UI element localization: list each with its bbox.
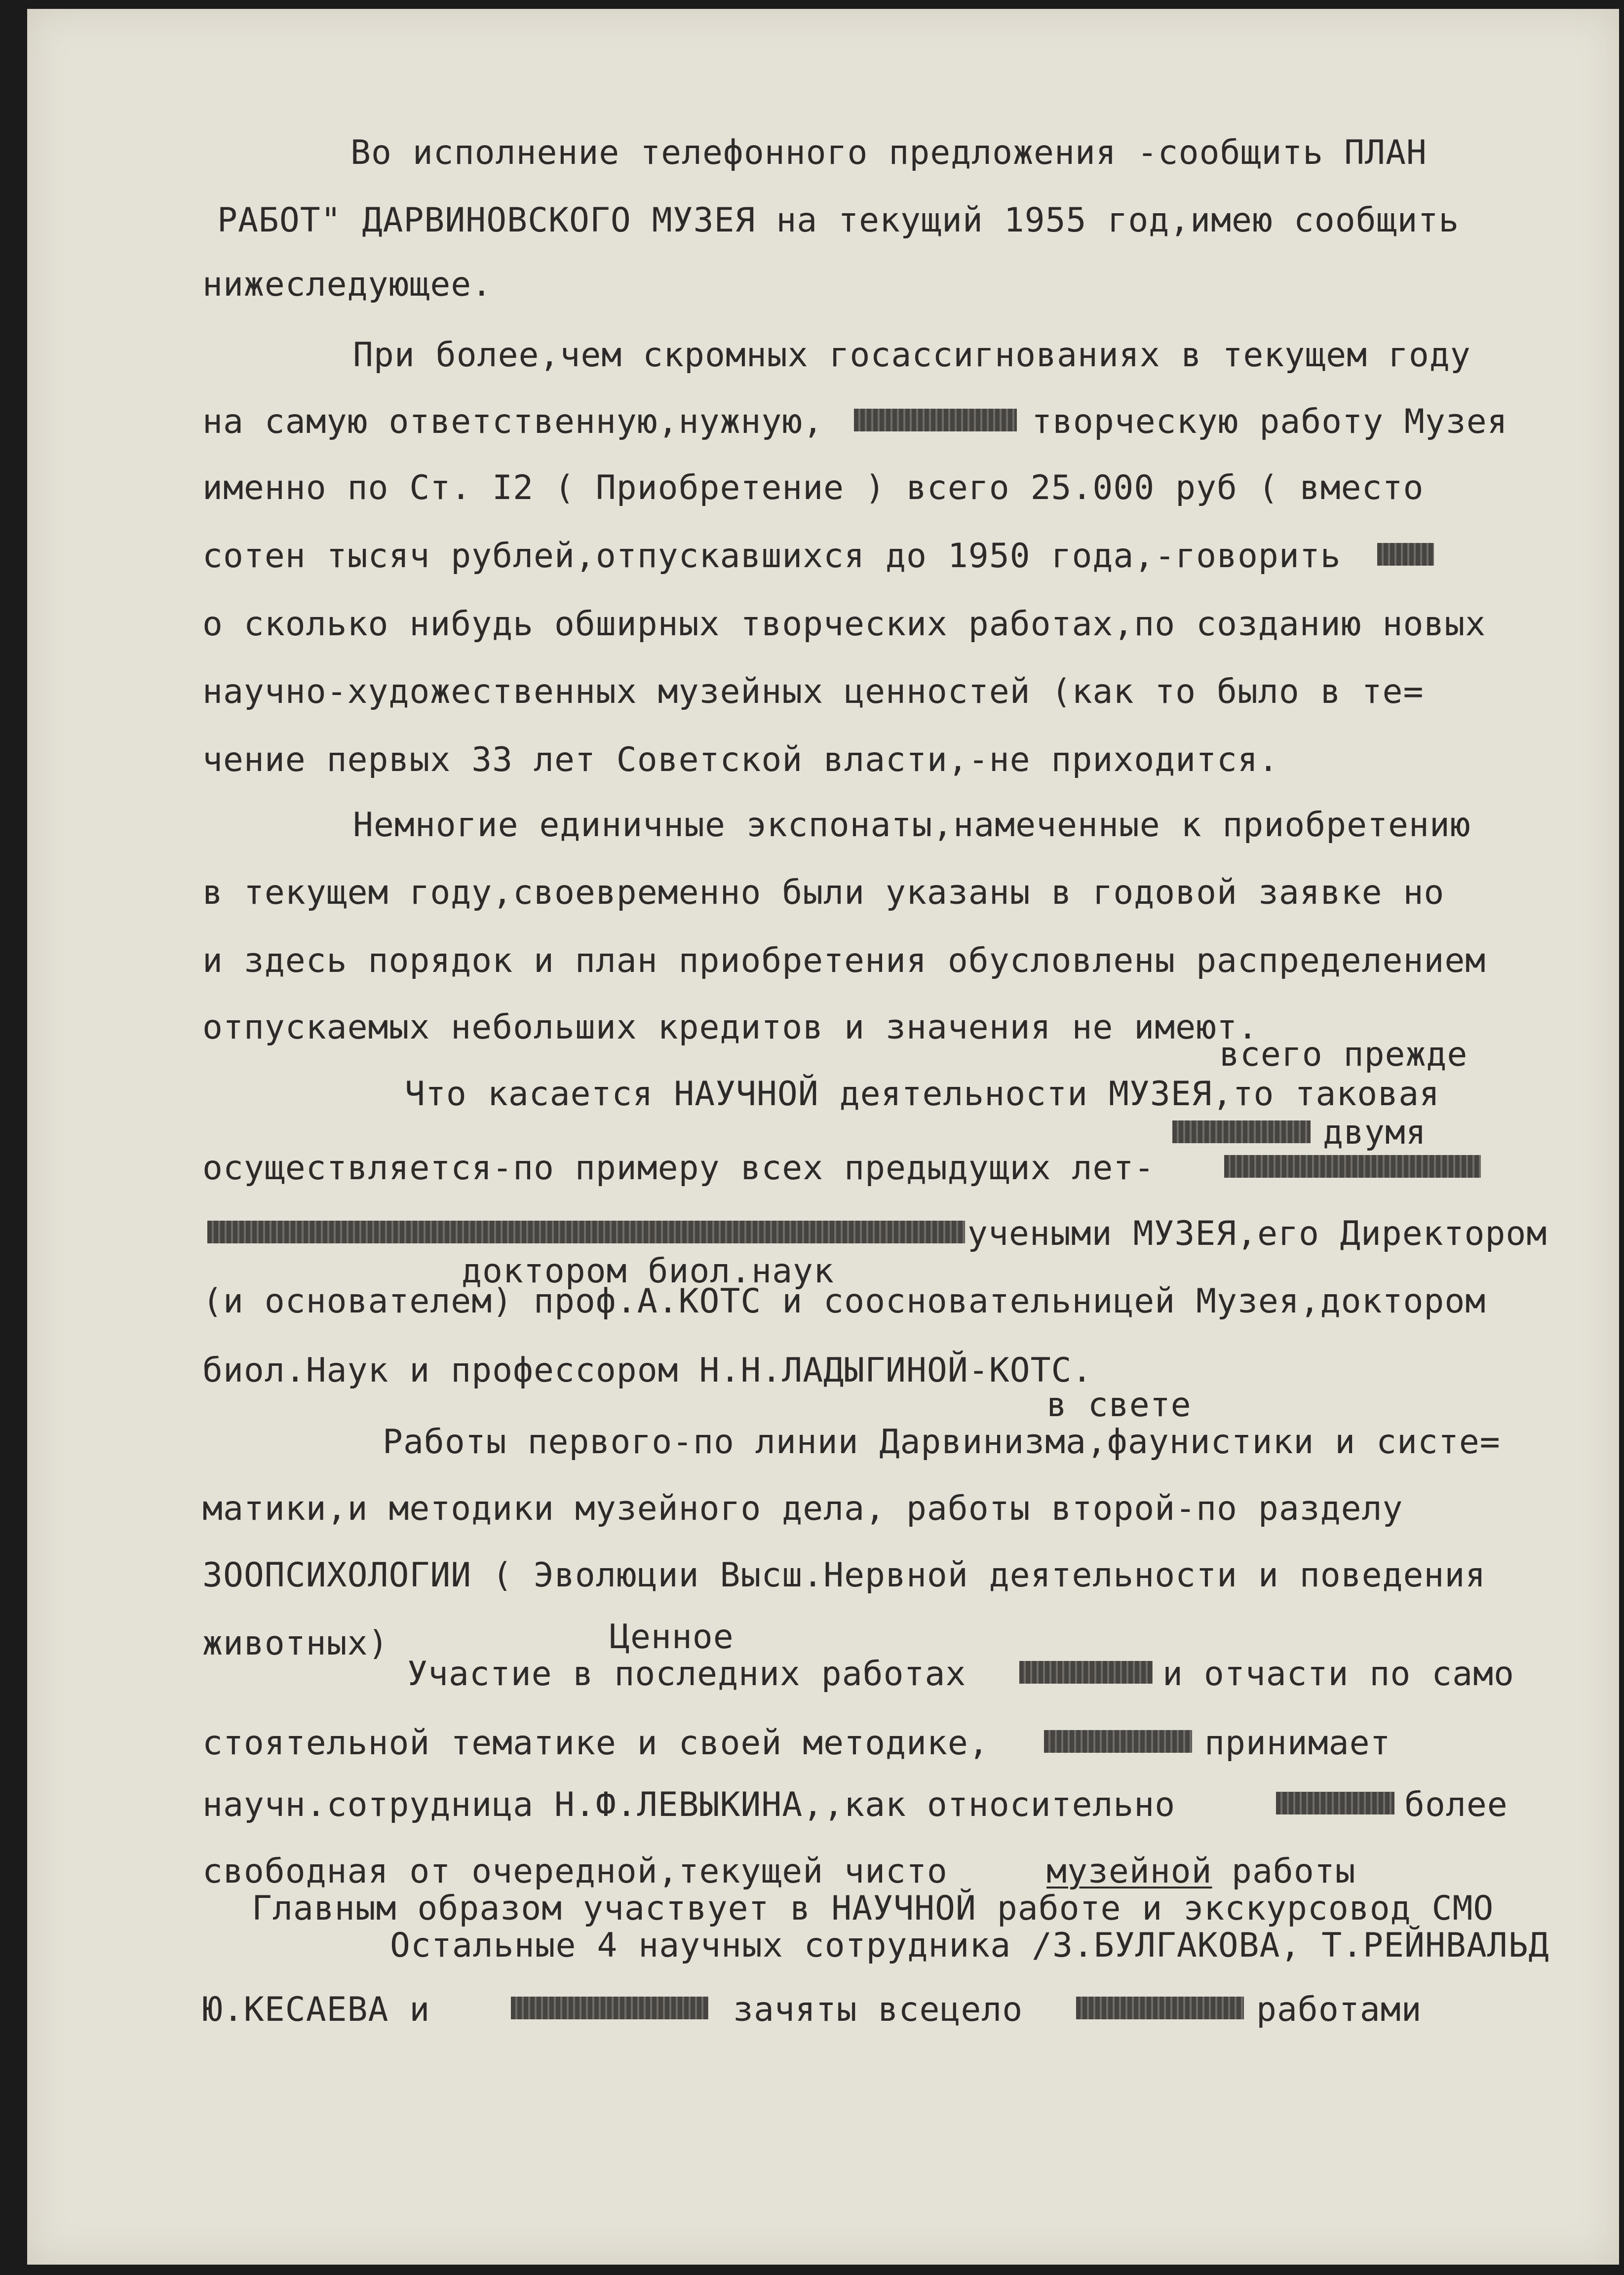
insertion-note: всего прежде	[1219, 1035, 1468, 1074]
text-line: стоятельной тематике и своей методике,	[202, 1724, 989, 1763]
text-line: РАБОТ" ДАРВИНОВСКОГО МУЗЕЯ на текущий 1955 год,имею сообщить	[217, 201, 1460, 240]
text-line: При более,чем скромных госассигнованиях в текущем году	[353, 336, 1471, 375]
text-line: нижеследующее.	[202, 265, 493, 304]
text-line: биол.Наук и профессором Н.Н.ЛАДЫГИНОЙ-КОТС.	[202, 1351, 1093, 1390]
struck-word	[1224, 1155, 1481, 1178]
text-line: на самую ответственную,нужную,	[202, 402, 824, 441]
text-line: Работы первого-по линии Дарвинизма,фаунистики и систе=	[383, 1423, 1501, 1462]
text-line: Немногие единичные экспонаты,намеченные к приобретению	[353, 806, 1471, 845]
text-line: о сколько нибудь обширных творческих работах,по созданию новых	[202, 605, 1486, 644]
struck-word	[1377, 543, 1434, 566]
insertion-note: в свете	[1046, 1386, 1192, 1425]
struck-word	[1044, 1730, 1192, 1753]
text-line: (и основателем) проф.А.КОТС и соосновательницей Музея,доктором	[202, 1282, 1486, 1321]
text-line: именно по Ст. I2 ( Приобретение ) всего 25.000 руб ( вместо	[202, 468, 1424, 507]
text-line: отпускаемых небольших кредитов и значения не имеют.	[202, 1008, 1258, 1047]
text-line: работы	[1232, 1852, 1356, 1891]
text-line: научн.сотрудница Н.Ф.ЛЕВЫКИНА,,как относительно	[202, 1785, 1176, 1824]
text-line: музейной	[1046, 1852, 1212, 1891]
text-line: Участие в последних работах	[407, 1655, 967, 1694]
text-line: матики,и методики музейного дела, работы второй-по разделу	[202, 1489, 1403, 1528]
struck-word	[207, 1221, 965, 1243]
text-line: научно-художественных музейных ценностей (как то было в те=	[202, 672, 1424, 711]
text-line: Ю.КЕСАЕВА и	[202, 1990, 430, 2029]
text-line: Что касается НАУЧНОЙ деятельности МУЗЕЯ,то таковая	[405, 1075, 1440, 1114]
text-line: ЗООПСИХОЛОГИИ ( Эволюции Высш.Нервной деятельности и поведения	[202, 1556, 1486, 1595]
text-line: творческую работу Музея	[1032, 402, 1508, 441]
text-line: свободная от очередной,текущей чисто	[202, 1852, 948, 1891]
struck-word	[854, 409, 1017, 431]
struck-word	[1276, 1792, 1394, 1814]
text-line: в текущем году,своевременно были указаны в годовой заявке но	[202, 873, 1445, 912]
text-line: Во исполнение телефонного предложения -сообщить ПЛАН	[350, 133, 1427, 172]
text-line: работами	[1256, 1990, 1422, 2029]
text-line: сотен тысяч рублей,отпускавшихся до 1950 года,-говорить	[202, 537, 1341, 576]
struck-word	[1076, 1997, 1244, 2019]
text-line: принимает	[1204, 1724, 1391, 1763]
text-line: и отчасти по само	[1162, 1655, 1514, 1694]
insertion-note: Ценное	[610, 1618, 734, 1657]
text-line: зачяты всецело	[733, 1990, 1023, 2029]
insertion-note: двумя	[1323, 1113, 1427, 1152]
text-line: и здесь порядок и план приобретения обусловлены распределением	[202, 941, 1486, 980]
text-line: Главным образом участвует в НАУЧНОЙ работе и экскурсовод СМО	[252, 1889, 1494, 1928]
text-line: чение первых 33 лет Советской власти,-не приходится.	[202, 740, 1279, 779]
insertion-note: доктором биол.наук	[462, 1252, 834, 1291]
document-page	[27, 9, 1619, 2265]
text-line: осуществляется-по примеру всех предыдущих лет-	[202, 1149, 1155, 1188]
text-line: животных)	[202, 1624, 389, 1663]
text-line: Остальные 4 научных сотрудника /З.БУЛГАКОВА, Т.РЕЙНВАЛЬД	[390, 1926, 1549, 1965]
text-line: более	[1404, 1785, 1508, 1824]
struck-word	[511, 1997, 708, 2019]
struck-word	[1019, 1661, 1153, 1684]
struck-word	[1172, 1120, 1311, 1143]
text-line: учеными МУЗЕЯ,его Директором	[967, 1214, 1547, 1253]
